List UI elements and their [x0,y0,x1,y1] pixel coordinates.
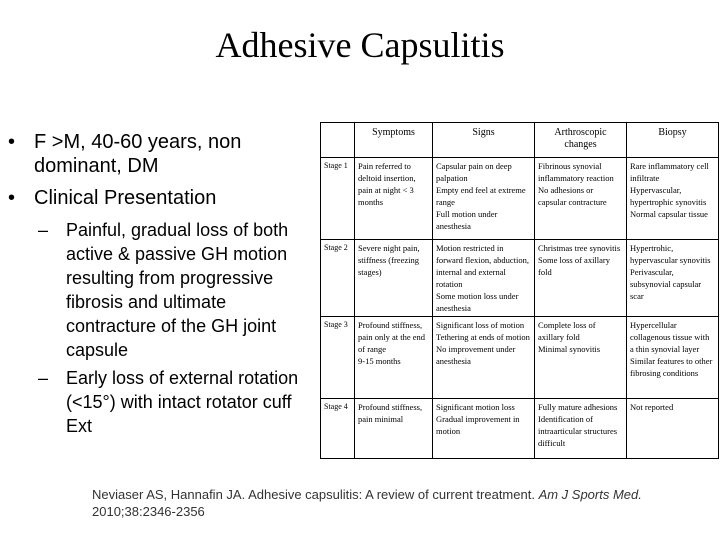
stage-label: Stage 3 [321,317,355,399]
citation [92,486,692,520]
table-header-row [321,123,719,158]
signs-cell: Significant loss of motion Tethering at ends of motion No improvement under anesthesia [433,317,535,399]
biopsy-cell: Rare inflammatory cell infiltrate Hypervascular, hypertrophic synovitis Normal capsular tissue [627,158,719,240]
bullet-text: F >M, 40-60 years, non dominant, DM [34,131,242,177]
citation-details: 2010;38:2346-2356 [92,504,205,519]
signs-cell: Motion restricted in forward flexion, abduction, internal and external rotation Some motion loss under anesthesia [433,240,535,317]
stages-table [320,122,719,459]
bullet-glyph: • [8,187,16,209]
stage-label: Stage 2 [321,240,355,317]
arthroscopic-cell: Fibrinous synovial inflammatory reaction No adhesions or capsular contracture [535,158,627,240]
bullet-demographics [8,130,308,178]
table-row [321,317,719,399]
table-row [321,158,719,240]
sub-bullet-text: Early loss of external rotation (<15°) with intact rotator cuff Ext [66,368,299,436]
citation-journal: Am J Sports Med. [538,487,642,502]
biopsy-cell: Not reported [627,399,719,459]
arthroscopic-cell: Christmas tree synovitis Some loss of axillary fold [535,240,627,317]
bullet-glyph: • [8,131,16,153]
header-symptoms: Symptoms [355,123,433,158]
header-signs: Signs [433,123,535,158]
table-row [321,240,719,317]
arthroscopic-cell: Complete loss of axillary fold Minimal synovitis [535,317,627,399]
sub-bullet-external-rotation [8,366,308,438]
signs-cell: Capsular pain on deep palpation Empty end feel at extreme range Full motion under anesthesia [433,158,535,240]
bullet-text: Clinical Presentation [34,187,217,209]
table-row [321,399,719,459]
header-arthroscopic-changes: Arthroscopic changes [535,123,627,158]
header-stage [321,123,355,158]
slide-title: Adhesive Capsulitis [215,25,505,65]
dash-glyph: – [38,220,49,240]
symptoms-cell: Pain referred to deltoid insertion, pain at night < 3 months [355,158,433,240]
signs-cell: Significant motion loss Gradual improvement in motion [433,399,535,459]
symptoms-cell: Severe night pain, stiffness (freezing stages) [355,240,433,317]
symptoms-cell: Profound stiffness, pain minimal [355,399,433,459]
stage-label: Stage 4 [321,399,355,459]
arthroscopic-cell: Fully mature adhesions Identification of intraarticular structures difficult [535,399,627,459]
header-biopsy: Biopsy [627,123,719,158]
bullet-list [8,130,308,438]
citation-text: Neviaser AS, Hannafin JA. Adhesive capsulitis: A review of current treatment. [92,487,539,502]
dash-glyph: – [38,368,49,388]
biopsy-cell: Hypercellular collagenous tissue with a thin synovial layer Similar features to other fibrosing conditions [627,317,719,399]
bullet-clinical-presentation [8,186,308,210]
symptoms-cell: Profound stiffness, pain only at the end of range 9-15 months [355,317,433,399]
biopsy-cell: Hypertrohic, hypervascular synovitis Perivascular, subsynovial capsular scar [627,240,719,317]
sub-bullet-text: Painful, gradual loss of both active & passive GH motion resulting from progressive fibrosis and ultimate contracture of the GH joint capsule [66,220,289,360]
sub-bullet-motion-loss [8,218,308,362]
stage-label: Stage 1 [321,158,355,240]
